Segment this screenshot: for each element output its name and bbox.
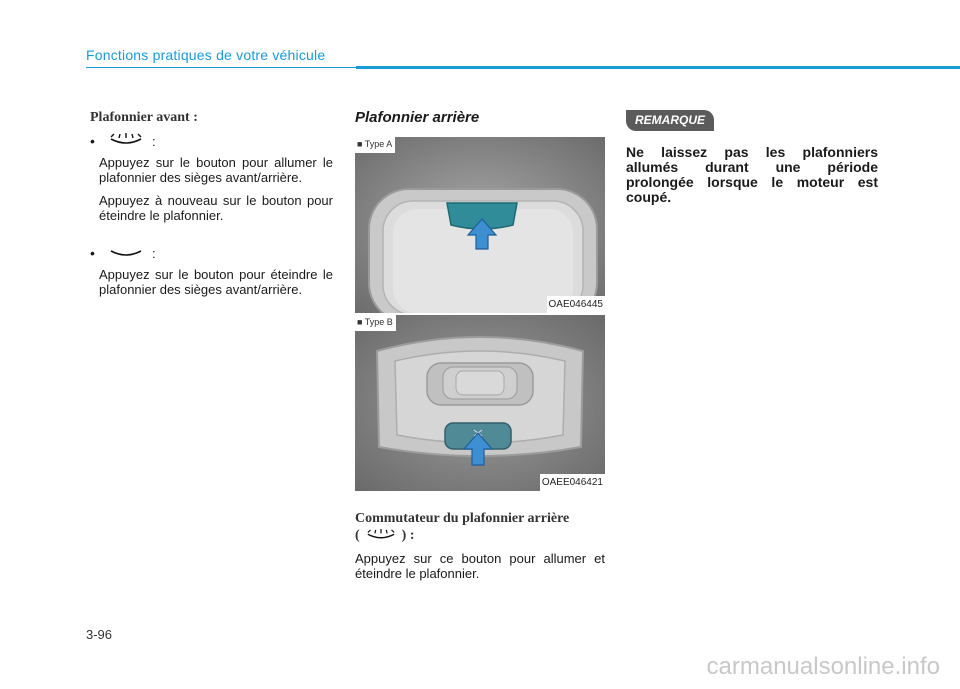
figure-b-code: OAEE046421 [540, 474, 605, 491]
type-b-illustration [355, 315, 605, 491]
remark-label: REMARQUE [626, 110, 714, 131]
type-a-illustration [355, 137, 605, 313]
switch-heading-line2 [355, 528, 605, 543]
figure-a-tag: ■ Type A [355, 137, 395, 153]
light-off-icon [108, 245, 144, 261]
figure-type-b [355, 315, 605, 491]
bullet-colon: : [152, 245, 156, 261]
switch-text: Appuyez sur ce bouton pour allumer et éteindre le plafonnier. [355, 551, 605, 581]
figure-a-code: OAE046445 [547, 296, 606, 313]
light-off-text: Appuyez sur le bouton pour éteindre le plafonnier des sièges avant/arrière. [99, 267, 333, 297]
bullet-light-off [90, 245, 333, 261]
page-number: 3-96 [86, 627, 113, 642]
front-light-column [90, 110, 333, 297]
bullet-colon: : [152, 133, 156, 149]
light-on-icon [364, 529, 398, 543]
rear-light-heading: Plafonnier arrière [355, 109, 480, 126]
light-on-text-2: Appuyez à nouveau sur le bouton pour éteindre le plafonnier. [99, 193, 333, 223]
header-rule-thin [86, 67, 362, 68]
remark-text: Ne laissez pas les plafonniers allumés durant une période prolongée lorsque le moteur est coupé. [626, 144, 878, 205]
figure-type-a [355, 137, 605, 313]
front-light-heading: Plafonnier avant : [90, 110, 198, 125]
switch-heading-close: ) : [401, 528, 415, 543]
header-rule-thick [356, 66, 960, 69]
light-on-icon [108, 133, 144, 149]
bullet-dot: • [90, 244, 95, 261]
switch-heading-line1: Commutateur du plafonnier arrière [355, 511, 570, 526]
figure-b-tag: ■ Type B [355, 315, 396, 331]
bullet-light-on [90, 133, 333, 149]
bullet-dot: • [90, 132, 95, 149]
watermark: carmanualsonline.info [706, 653, 940, 680]
rear-light-column [355, 110, 605, 581]
switch-heading-open: ( [355, 528, 360, 543]
light-on-text-1: Appuyez sur le bouton pour allumer le plafonnier des sièges avant/arrière. [99, 155, 333, 185]
section-title: Fonctions pratiques de votre véhicule [86, 47, 326, 63]
remark-column [626, 110, 878, 205]
